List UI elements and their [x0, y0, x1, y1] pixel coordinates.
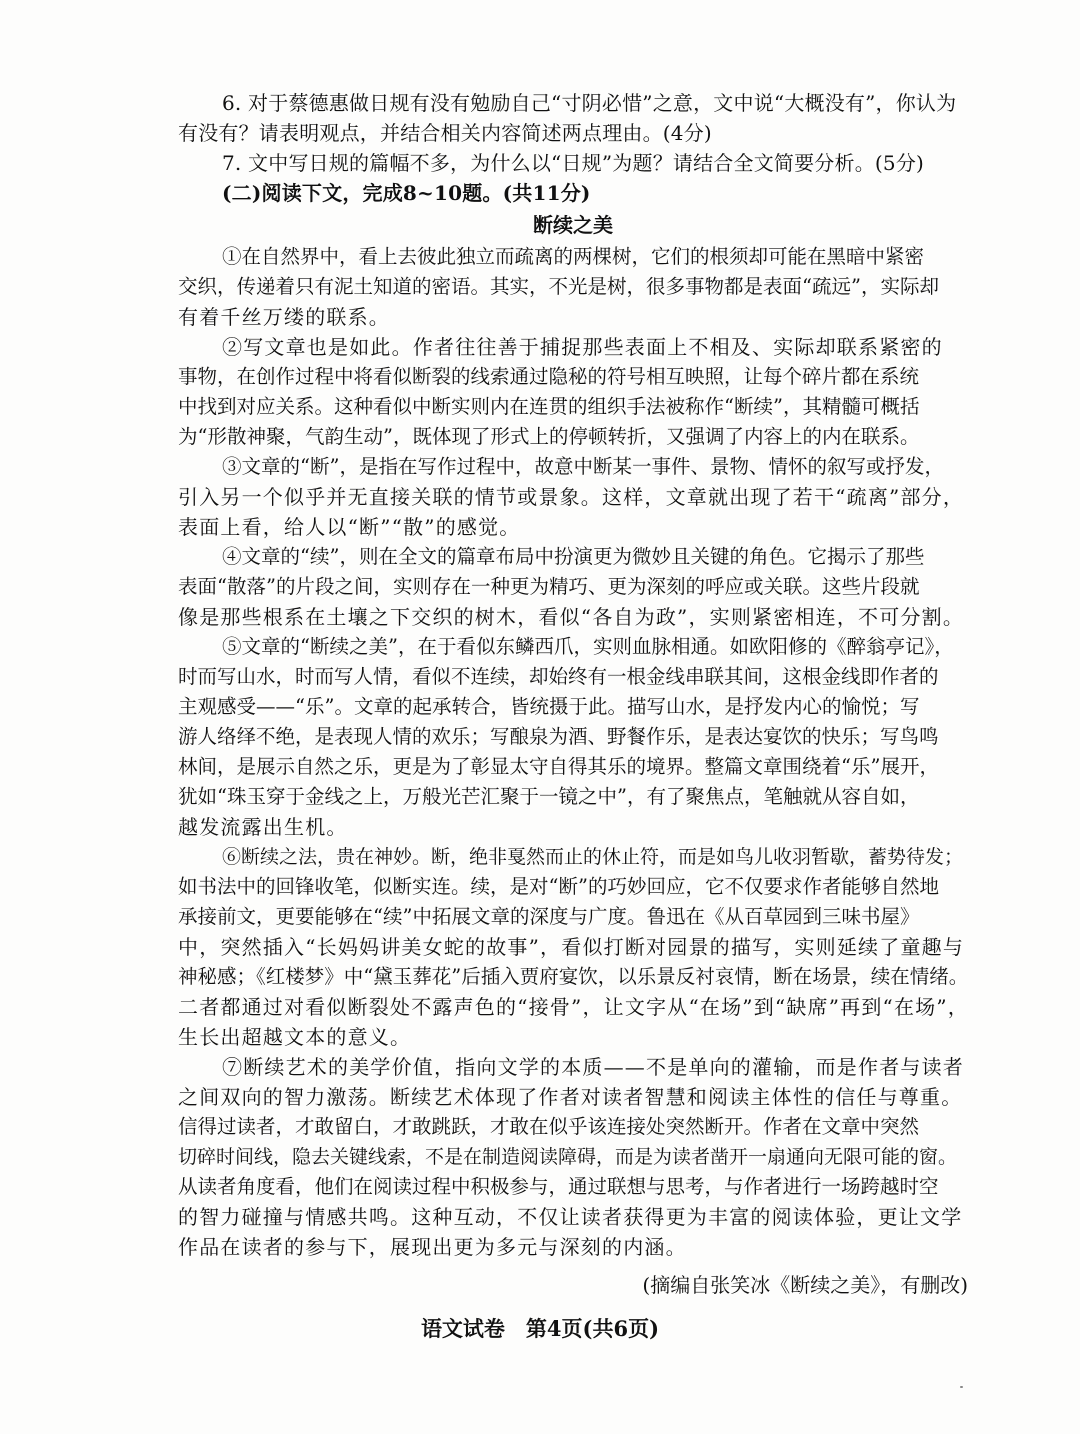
paragraph-line: ④文章的“续”，则在全文的篇章布局中扮演更为微妙且关键的角色。它揭示了那些 [222, 545, 925, 568]
question-6-line-2: 有没有？请表明观点，并结合相关内容简述两点理由。(4分) [178, 121, 712, 145]
paragraph-line: 中，突然插入“长妈妈讲美女蛇的故事”，看似打断对园景的描写，实则延续了童趣与 [178, 935, 965, 959]
paragraph-line: 引入另一个似乎并无直接关联的情节或景象。这样，文章就出现了若干“疏离”部分， [178, 485, 965, 509]
paragraph-line: 如书法中的回锋收笔，似断实连。续，是对“断”的巧妙回应，它不仅要求作者能够自然地 [178, 875, 939, 898]
paragraph-line: ⑤文章的“断续之美”，在于看似东鳞西爪，实则血脉相通。如欧阳修的《醉翁亭记》， [222, 635, 954, 658]
paragraph-line: 作品在读者的参与下，展现出更为多元与深刻的内涵。 [178, 1235, 687, 1259]
question-7 [178, 148, 968, 178]
question-7-line-1: 7. 文中写日规的篇幅不多，为什么以“日规”为题？请结合全文简要分析。(5分) [222, 151, 925, 175]
paragraph-line: 神秘感；《红楼梦》中“黛玉葬花”后插入贾府宴饮，以乐景反衬哀情，断在场景，续在情绪。 [178, 965, 969, 988]
paragraph-line: ⑦断续艺术的美学价值，指向文学的本质——不是单向的灌输，而是作者与读者 [222, 1055, 964, 1079]
paragraph-line: 游人络绎不绝，是表现人情的欢乐；写酿泉为酒、野餐作乐，是表达宴饮的快乐；写鸟鸣 [178, 725, 939, 748]
paragraph-line: 切碎时间线，隐去关键线索，不是在制造阅读障碍，而是为读者凿开一扇通向无限可能的窗。 [178, 1146, 958, 1168]
question-6 [178, 88, 968, 148]
paragraph-line: 承接前文，更要能够在“续”中拓展文章的深度与广度。鲁迅在《从百草园到三味书屋》 [178, 905, 920, 928]
paragraph-line: 事物，在创作过程中将看似断裂的线索通过隐秘的符号相互映照，让每个碎片都在系统 [178, 365, 920, 388]
paragraph-3 [178, 452, 968, 542]
paragraph-line: 主观感受——“乐”。文章的起承转合，皆统摄于此。描写山水，是抒发内心的愉悦；写 [178, 695, 920, 718]
paragraph-line: 交织，传递着只有泥土知道的密语。其实，不光是树，很多事物都是表面“疏远”，实际却 [178, 275, 939, 298]
paragraph-line: 表面上看，给人以“断”“散”的感觉。 [178, 515, 521, 539]
paragraph-7 [178, 1052, 968, 1262]
paragraph-line: 越发流露出生机。 [178, 815, 348, 839]
paragraph-line: ②写文章也是如此。作者往往善于捕捉那些表面上不相及、实际却联系紧密的 [222, 335, 943, 359]
paragraph-line: 犹如“珠玉穿于金线之上，万般光芒汇聚于一镜之中”，有了聚焦点，笔触就从容自如， [178, 785, 920, 808]
paragraph-2 [178, 332, 968, 452]
paragraph-line: 有着千丝万缕的联系。 [178, 305, 390, 329]
paragraph-4 [178, 542, 968, 632]
paragraph-line: ⑥断续之法，贵在神妙。断，绝非戛然而止的休止符，而是如鸟儿收羽暂歇，蓄势待发； [222, 846, 964, 868]
paragraph-line: 像是那些根系在土壤之下交织的树木，看似“各自为政”，实则紧密相连，不可分割。 [178, 605, 965, 629]
paragraph-line: ①在自然界中，看上去彼此独立而疏离的两棵树，它们的根须却可能在黑暗中紧密 [222, 245, 925, 268]
scan-speck [960, 1386, 963, 1388]
paragraph-line: 信得过读者，才敢留白，才敢跳跃，才敢在似乎该连接处突然断开。作者在文章中突然 [178, 1115, 920, 1138]
paragraph-1 [178, 242, 968, 332]
section-heading: (二)阅读下文，完成8~10题。(共11分) [222, 181, 591, 205]
paragraph-6 [178, 842, 968, 1052]
article-title: 断续之美 [533, 213, 613, 237]
source-note: (摘编自张笑冰《断续之美》，有删改) [642, 1273, 968, 1297]
question-6-line-1: 6. 对于蔡德惠做日规有没有勉励自己“寸阴必惜”之意，文中说“大概没有”，你认为 [222, 91, 957, 115]
page-content [178, 88, 968, 1300]
paragraph-line: 时而写山水，时而写人情，看似不连续，却始终有一根金线串联其间，这根金线即作者的 [178, 665, 939, 688]
paragraph-line: ③文章的“断”，是指在写作过程中，故意中断某一事件、景物、情怀的叙写或抒发， [222, 455, 944, 478]
page-footer: 语文试卷 第4页(共6页) [420, 1316, 660, 1341]
paragraph-line: 的智力碰撞与情感共鸣。这种互动，不仅让读者获得更为丰富的阅读体验，更让文学 [178, 1205, 963, 1229]
paragraph-line: 表面“散落”的片段之间，实则存在一种更为精巧、更为深刻的呼应或关联。这些片段就 [178, 575, 920, 598]
paragraph-line: 林间，是展示自然之乐，更是为了彰显太守自得其乐的境界。整篇文章围绕着“乐”展开， [178, 755, 939, 778]
paragraph-line: 中找到对应关系。这种看似中断实则内在连贯的组织手法被称作“断续”，其精髓可概括 [178, 395, 920, 418]
paragraph-5 [178, 632, 968, 842]
paragraph-line: 从读者角度看，他们在阅读过程中积极参与，通过联想与思考，与作者进行一场跨越时空 [178, 1175, 939, 1198]
paragraph-line: 生长出超越文本的意义。 [178, 1025, 412, 1049]
paragraph-line: 之间双向的智力激荡。断续艺术体现了作者对读者智慧和阅读主体性的信任与尊重。 [178, 1085, 963, 1109]
paragraph-line: 为“形散神聚，气韵生动”，既体现了形式上的停顿转折，又强调了内容上的内在联系。 [178, 425, 920, 448]
paragraph-line: 二者都通过对看似断裂处不露声色的“接骨”，让文字从“在场”到“缺席”再到“在场”， [178, 995, 969, 1019]
